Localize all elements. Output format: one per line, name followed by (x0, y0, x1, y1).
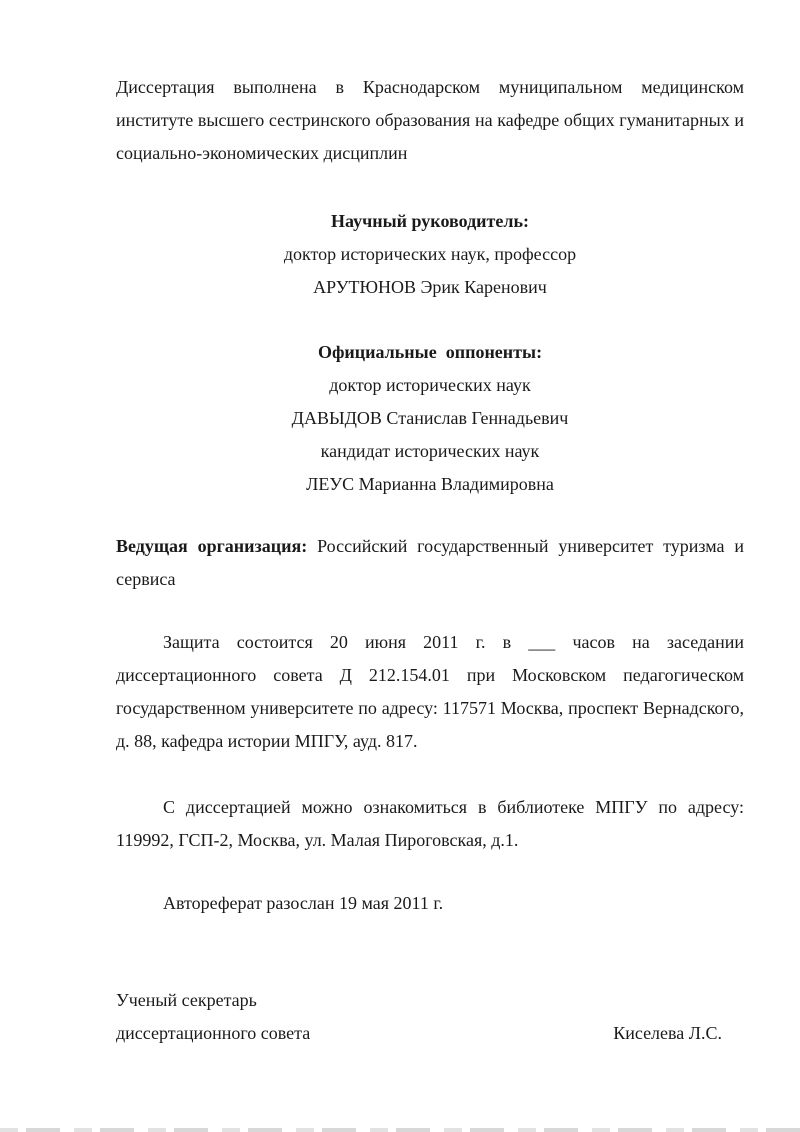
opponent-name: ЛЕУС Марианна Владимировна (306, 474, 554, 494)
leading-organization-label: Ведущая организация: (116, 536, 308, 556)
supervisor-heading: Научный руководитель: (331, 211, 529, 231)
supervisor-section (116, 205, 744, 304)
leading-organization (116, 530, 744, 596)
defense-paragraph: Защита состоится 20 июня 2011 г. в ___ часов на заседании диссертационного совета Д 212.154.01 при Московском педагогическом государственном университете по адресу: 117571 Москва, проспект Вернадского, д. 88, кафедра истории МПГУ, ауд. 817. (116, 632, 744, 751)
opponent-degree: кандидат исторических наук (320, 441, 540, 461)
signature-name: Киселева Л.С. (613, 1023, 722, 1043)
supervisor-name: АРУТЮНОВ Эрик Каренович (313, 277, 547, 297)
opponent-name: ДАВЫДОВ Станислав Геннадьевич (291, 408, 569, 428)
scan-edge-artifact (0, 1128, 800, 1132)
leading-organization-value: Российский государственный университет туризма и сервиса (116, 536, 744, 589)
opponent-degree: доктор исторических наук (329, 375, 531, 395)
signature-title-line1: Ученый секретарь (116, 990, 257, 1010)
mailing-date: Автореферат разослан 19 мая 2011 г. (163, 893, 444, 913)
opponents-heading: Официальные оппоненты: (317, 342, 543, 362)
signature-title-line2: диссертационного совета (116, 1023, 311, 1043)
intro-paragraph: Диссертация выполнена в Краснодарском муниципальном медицинском институте высшего сестринского образования на кафедре общих гуманитарных и социально-экономических дисциплин (116, 77, 744, 163)
library-paragraph: С диссертацией можно ознакомиться в библиотеке МПГУ по адресу: 119992, ГСП-2, Москва, ул. Малая Пироговская, д.1. (116, 797, 744, 850)
opponents-section (116, 336, 744, 501)
supervisor-degree: доктор исторических наук, профессор (283, 244, 577, 264)
